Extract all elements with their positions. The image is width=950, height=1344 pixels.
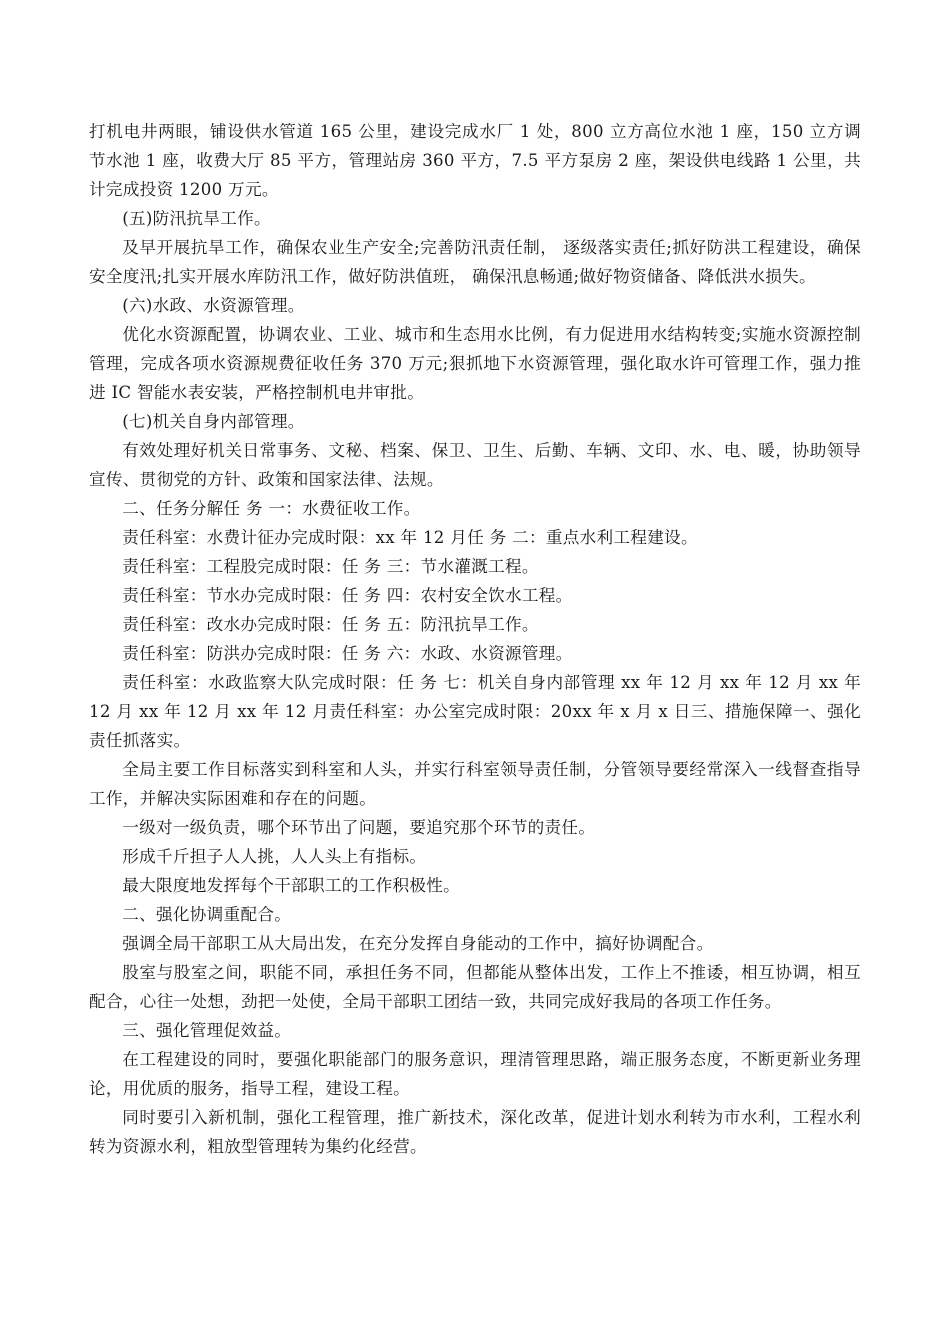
paragraph-investment-summary: 打机电井两眼，铺设供水管道 165 公里，建设完成水厂 1 处，800 立方高位水池 1 座，150 立方调节水池 1 座，收费大厅 85 平方，管理站房 360 平方，7.5 平方泵房 2 座，架设供电线路 1 公里，共计完成投资 1200 万元。 bbox=[89, 122, 861, 199]
heading-management-efficiency: 三、强化管理促效益。 bbox=[122, 1021, 292, 1040]
task-item-2: 责任科室：水费计征办完成时限：xx 年 12 月任 务 二：重点水利工程建设。 bbox=[122, 528, 698, 547]
heading-internal-management: (七)机关自身内部管理。 bbox=[122, 412, 305, 431]
paragraph-responsibility: 全局主要工作目标落实到科室和人头，并实行科室领导责任制，分管领导要经常深入一线督查指导工作，并解决实际困难和存在的问题。 bbox=[89, 760, 861, 808]
paragraph-enthusiasm: 最大限度地发挥每个干部职工的工作积极性。 bbox=[122, 876, 461, 895]
paragraph-service: 在工程建设的同时，要强化职能部门的服务意识，理清管理思路，端正服务态度，不断更新业务理论，用优质的服务，指导工程，建设工程。 bbox=[89, 1050, 861, 1098]
paragraph-water-resources: 优化水资源配置，协调农业、工业、城市和生态用水比例，有力促进用水结构转变;实施水资源控制管理，完成各项水资源规费征收任务 370 万元;狠抓地下水资源管理，强化取水许可管理工作，强力推进 IC 智能水表安装，严格控制机电井审批。 bbox=[89, 325, 861, 402]
paragraph-departments: 股室与股室之间，职能不同，承担任务不同，但都能从整体出发，工作上不推诿，相互协调，相互配合，心往一处想，劲把一处使，全局干部职工团结一致，共同完成好我局的各项工作任务。 bbox=[89, 963, 861, 1011]
task-item-6: 责任科室：防洪办完成时限：任 务 六：水政、水资源管理。 bbox=[122, 644, 573, 663]
paragraph-accountability: 一级对一级负责，哪个环节出了问题，要追究那个环节的责任。 bbox=[122, 818, 596, 837]
paragraph-coordination: 强调全局干部职工从大局出发，在充分发挥自身能动的工作中，搞好协调配合。 bbox=[122, 934, 714, 953]
heading-flood-drought: (五)防汛抗旱工作。 bbox=[122, 209, 271, 228]
paragraph-reform: 同时要引入新机制，强化工程管理，推广新技术，深化改革，促进计划水利转为市水利，工程水利转为资源水利，粗放型管理转为集约化经营。 bbox=[89, 1108, 861, 1156]
task-item-1: 二、任务分解任 务 一：水费征收工作。 bbox=[122, 499, 421, 518]
paragraph-flood-drought: 及早开展抗旱工作，确保农业生产安全;完善防汛责任制， 逐级落实责任;抓好防洪工程建设，确保安全度汛;扎实开展水库防汛工作，做好防洪值班， 确保汛息畅通;做好物资储备、降低洪水损失。 bbox=[89, 238, 861, 286]
paragraph-internal-management: 有效处理好机关日常事务、文秘、档案、保卫、卫生、后勤、车辆、文印、水、电、暖，协助领导宣传、贯彻党的方针、政策和国家法律、法规。 bbox=[89, 441, 861, 489]
paragraph-targets: 形成千斤担子人人挑，人人头上有指标。 bbox=[122, 847, 427, 866]
document-body bbox=[89, 117, 861, 1161]
task-item-7: 责任科室：水政监察大队完成时限：任 务 七：机关自身内部管理 xx 年 12 月 xx 年 12 月 xx 年 12 月 xx 年 12 月 xx 年 12 月责任科室：办公室完成时限：20xx 年 x 月 x 日三、措施保障一、强化责任抓落实。 bbox=[89, 673, 861, 750]
task-item-5: 责任科室：改水办完成时限：任 务 五：防汛抗旱工作。 bbox=[122, 615, 539, 634]
heading-water-resources: (六)水政、水资源管理。 bbox=[122, 296, 305, 315]
task-item-4: 责任科室：节水办完成时限：任 务 四：农村安全饮水工程。 bbox=[122, 586, 573, 605]
task-item-3: 责任科室：工程股完成时限：任 务 三：节水灌溉工程。 bbox=[122, 557, 539, 576]
heading-coordination: 二、强化协调重配合。 bbox=[122, 905, 292, 924]
